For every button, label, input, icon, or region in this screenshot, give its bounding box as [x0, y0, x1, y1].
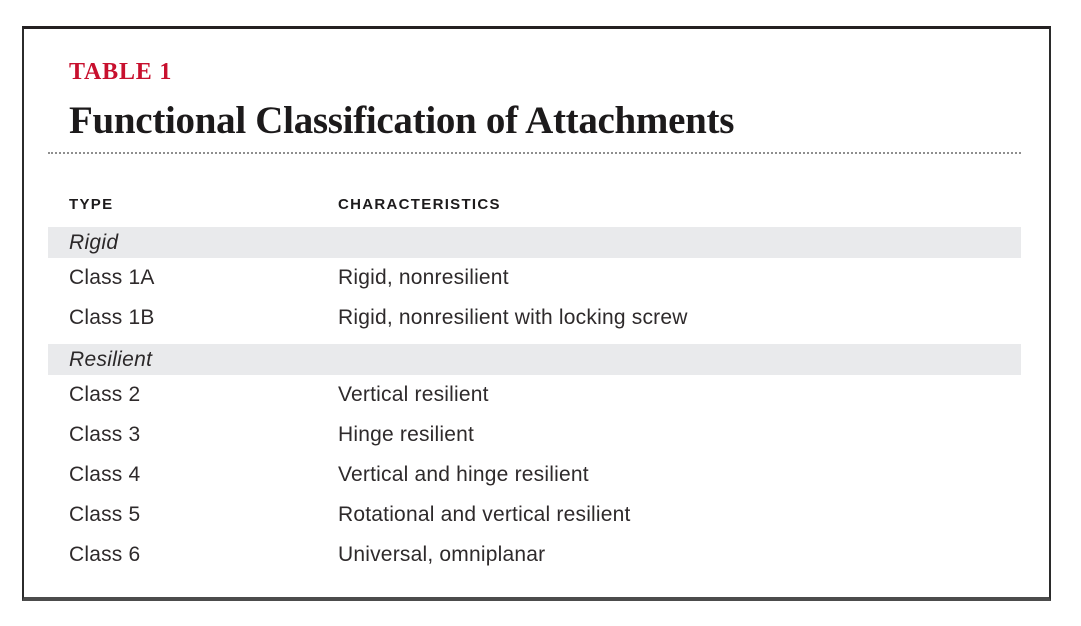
section-label: Rigid — [69, 230, 119, 254]
section-label: Resilient — [69, 347, 153, 371]
characteristics-cell: Vertical resilient — [338, 383, 489, 406]
table-number-label: TABLE 1 — [69, 59, 173, 85]
table-row — [48, 495, 1021, 535]
characteristics-cell: Rotational and vertical resilient — [338, 503, 631, 526]
table-header-row — [48, 185, 1021, 223]
characteristics-cell: Universal, omniplanar — [338, 543, 546, 566]
type-cell: Class 6 — [69, 543, 141, 566]
table-title: Functional Classification of Attachments — [69, 99, 735, 142]
characteristics-cell: Vertical and hinge resilient — [338, 463, 589, 486]
section-header-rigid — [48, 227, 1021, 258]
section-header-resilient — [48, 344, 1021, 375]
table-card — [22, 26, 1051, 601]
table-row — [48, 535, 1021, 575]
column-header-type: TYPE — [69, 195, 114, 213]
type-cell: Class 4 — [69, 463, 141, 486]
characteristics-cell: Rigid, nonresilient — [338, 266, 509, 289]
type-cell: Class 1A — [69, 266, 155, 289]
type-cell: Class 3 — [69, 423, 141, 446]
table-row — [48, 455, 1021, 495]
table-row — [48, 298, 1021, 338]
table-row — [48, 258, 1021, 298]
table-row — [48, 415, 1021, 455]
characteristics-cell: Rigid, nonresilient with locking screw — [338, 306, 688, 329]
classification-table — [48, 185, 1021, 575]
table-row — [48, 375, 1021, 415]
type-cell: Class 2 — [69, 383, 141, 406]
column-header-characteristics: CHARACTERISTICS — [338, 195, 501, 213]
dotted-divider — [48, 152, 1021, 154]
type-cell: Class 1B — [69, 306, 155, 329]
type-cell: Class 5 — [69, 503, 141, 526]
characteristics-cell: Hinge resilient — [338, 423, 475, 446]
